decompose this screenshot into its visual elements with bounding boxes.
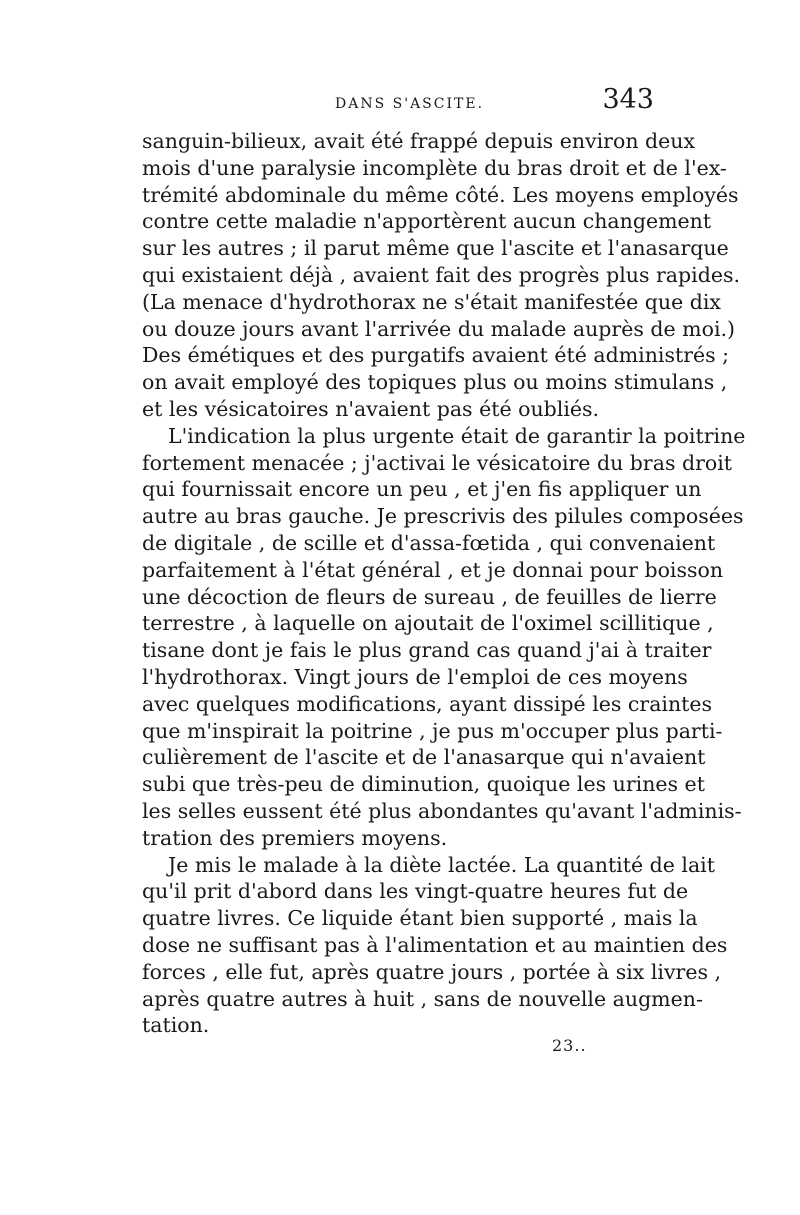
text-line: les selles eussent été plus abondantes qu'avant l'adminis- <box>142 798 742 823</box>
text-line: (La menace d'hydrothorax ne s'était manifestée que dix <box>142 289 721 314</box>
text-line: forces , elle fut, après quatre jours , portée à six livres , <box>142 959 722 984</box>
paragraph-end-line: tation. <box>142 1013 210 1038</box>
text-line: sur les autres ; il parut même que l'ascite et l'anasarque <box>142 236 729 261</box>
text-line: autre au bras gauche. Je prescrivis des pilules composées <box>142 504 744 529</box>
text-line: trémité abdominale du même côté. Les moyens employés <box>142 182 739 207</box>
text-line: une décoction de fleurs de sureau , de feuilles de lierre <box>142 584 717 609</box>
text-line: que m'inspirait la poitrine , je pus m'occuper plus parti- <box>142 718 723 743</box>
text-line: terrestre , à laquelle on ajoutait de l'oximel scillitique , <box>142 611 714 636</box>
text-line: de digitale , de scille et d'assa-fœtida , qui convenaient <box>142 530 716 555</box>
text-line: avec quelques modifications, ayant dissipé les craintes <box>142 691 713 716</box>
text-line: subi que très-peu de diminution, quoique les urines et <box>142 772 705 797</box>
text-line: culièrement de l'ascite et de l'anasarque qui n'avaient <box>142 745 706 770</box>
text-line: tisane dont je fais le plus grand cas quand j'ai à traiter <box>142 638 712 663</box>
text-line: après quatre autres à huit , sans de nouvelle augmen- <box>142 986 703 1011</box>
paragraph-end-line: et les vésicatoires n'avaient pas été oubliés. <box>142 396 600 421</box>
running-title: DANS S'ASCITE. <box>335 96 485 112</box>
text-line: qui existaient déjà , avaient fait des progrès plus rapides. <box>142 262 741 287</box>
text-line: sanguin-bilieux, avait été frappé depuis environ deux <box>142 129 696 153</box>
body-text <box>142 128 746 1039</box>
text-line: on avait employé des topiques plus ou moins stimulans , <box>142 370 728 395</box>
text-line: quatre livres. Ce liquide étant bien supporté , mais la <box>142 906 698 931</box>
text-line: Des émétiques et des purgatifs avaient été administrés ; <box>142 343 730 368</box>
text-line: qu'il prit d'abord dans les vingt-quatre heures fut de <box>142 879 689 904</box>
text-line: fortement menacée ; j'activai le vésicatoire du bras droit <box>142 450 733 475</box>
paragraph-end-line: tration des premiers moyens. <box>142 825 448 850</box>
text-line: dose ne suffisant pas à l'alimentation et au maintien des <box>142 932 728 957</box>
text-line: ou douze jours avant l'arrivée du malade auprès de moi.) <box>142 316 736 341</box>
running-head <box>140 84 660 128</box>
text-line: parfaitement à l'état général , et je donnai pour boisson <box>142 557 724 582</box>
text-line: contre cette maladie n'apportèrent aucun changement <box>142 209 712 234</box>
paragraph-first-line: L'indication la plus urgente était de garantir la poitrine <box>168 423 746 448</box>
page-number: 343 <box>602 84 654 115</box>
text-line: l'hydrothorax. Vingt jours de l'emploi de ces moyens <box>142 664 688 689</box>
text-line: mois d'une paralysie incomplète du bras droit et de l'ex- <box>142 155 727 180</box>
paragraph-first-line: Je mis le malade à la diète lactée. La quantité de lait <box>168 852 715 877</box>
text-line: qui fournissait encore un peu , et j'en fis appliquer un <box>142 477 702 502</box>
signature-mark: 23.. <box>552 1036 587 1055</box>
